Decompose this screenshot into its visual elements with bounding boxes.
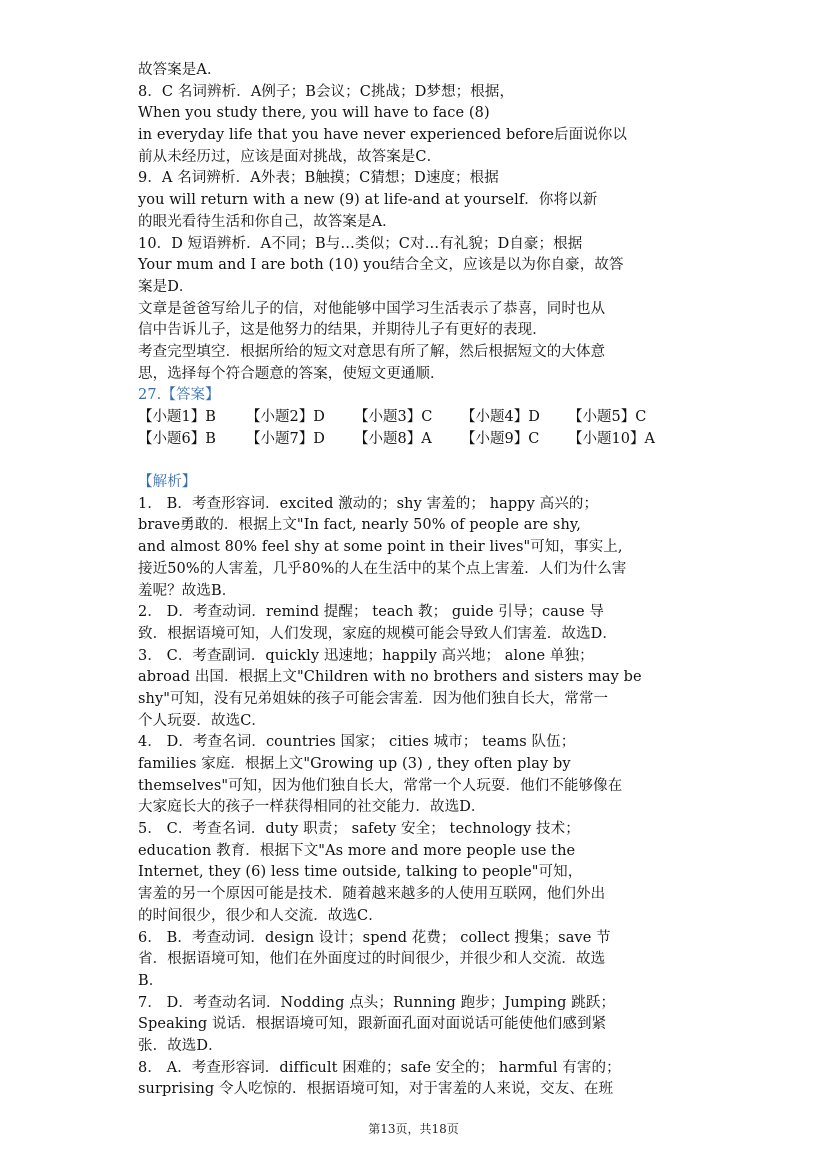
answer-heading: 27.【答案】 — [138, 387, 220, 404]
text-line: 的眼光看待生活和你自己，故答案是A． — [138, 213, 397, 230]
analysis-heading: 【解析】 — [138, 474, 197, 491]
answer-item: 【小题1】B — [138, 409, 216, 425]
text-line: 案是D． — [138, 278, 194, 295]
text-line: 害羞的另一个原因可能是技术．随着越来越多的人使用互联网，他们外出 — [138, 886, 606, 903]
answer-item: 【小题4】D — [461, 409, 540, 425]
answer-item: 【小题3】C — [354, 409, 433, 425]
text-line: 羞呢？故选B． — [138, 582, 237, 599]
text-line: 大家庭长大的孩子一样获得相同的社交能力．故选D． — [138, 799, 486, 816]
text-line: themselves"可知，因为他们独自长大，常常一个人玩耍．他们不能够像在 — [138, 777, 623, 794]
text-line: 的时间很少，很少和人交流．故选C． — [138, 907, 383, 924]
text-line: surprising 令人吃惊的．根据语境可知，对于害羞的人来说，交友、在班 — [138, 1081, 614, 1098]
text-line: 4． D．考查名词．countries 国家； cities 城市； teams 队伍； — [138, 734, 576, 751]
text-line: 10．D 短语辨析．A不同；B与…类似；C对…有礼貌；D自豪；根据 — [138, 235, 583, 252]
text-line: Speaking 说话．根据语境可知，跟新面孔面对面说话可能使他们感到紧 — [138, 1016, 607, 1033]
text-line: 8．C 名词辨析．A例子；B会议；C挑战；D梦想；根据， — [138, 83, 515, 100]
answer-item: 【小题9】C — [461, 430, 540, 447]
answer-item: 【小题5】C — [568, 409, 647, 425]
text-line: 2． D．考查动词．remind 提醒； teach 教； guide 引导；cause 导 — [138, 604, 604, 621]
text-line: abroad 出国．根据上文"Children with no brothers and sisters may be — [138, 669, 642, 686]
text-line: B． — [138, 972, 164, 989]
text-line: 致．根据语境可知，人们发现，家庭的规模可能会导致人们害羞．故选D． — [138, 625, 617, 642]
answers-row-1 — [138, 407, 694, 429]
text-line: 前从未经历过，应该是面对挑战，故答案是C． — [138, 148, 442, 165]
text-line: 1． B．考查形容词．excited 激动的；shy 害羞的； happy 高兴的； — [138, 495, 599, 512]
page-footer: 第13页，共18页 — [368, 1122, 459, 1136]
analysis-block — [138, 494, 694, 1101]
text-line: 个人玩耍．故选C． — [138, 712, 266, 729]
text-line: When you study there, you will have to face (8) — [138, 105, 490, 122]
text-line: in everyday life that you have never experienced before后面说你以 — [138, 127, 628, 144]
text-line: and almost 80% feel shy at some point in their lives"可知，事实上, — [138, 539, 623, 556]
answer-item: 【小题7】D — [246, 430, 325, 447]
text-line: 7． D．考查动名词．Nodding 点头；Running 跑步；Jumping 跳跃； — [138, 994, 616, 1011]
text-line: 8． A．考查形容词．difficult 困难的；safe 安全的； harmful 有害的； — [138, 1059, 621, 1076]
text-line: brave勇敢的．根据上文"In fact, nearly 50% of people are shy, — [138, 517, 581, 534]
text-line: education 教育．根据下文"As more and more people use the — [138, 842, 576, 859]
text-line: Your mum and I are both (10) you结合全文，应该是以为你自豪，故答 — [138, 257, 624, 274]
answer-item: 【小题6】B — [138, 430, 216, 447]
spacer — [138, 450, 694, 472]
text-line: shy"可知，没有兄弟姐妹的孩子可能会害羞．因为他们独自长大，常常一 — [138, 690, 609, 707]
text-line: 9．A 名词辨析．A外表；B触摸；C猜想；D速度；根据 — [138, 170, 499, 187]
text-line: 6． B．考查动词．design 设计；spend 花费； collect 搜集；save 节 — [138, 929, 611, 946]
text-line: families 家庭．根据上文"Growing up (3) , they often play by — [138, 756, 571, 772]
text-line: 故答案是A． — [138, 62, 222, 78]
text-line: 张．故选D． — [138, 1037, 223, 1054]
text-line: you will return with a new (9) at life-and at yourself．你将以新 — [138, 192, 598, 209]
text-line: 思，选择每个符合题意的答案，使短文更通顺． — [138, 365, 445, 382]
explanation-block-prev — [138, 60, 694, 385]
page-content — [138, 60, 694, 1101]
answer-item: 【小题2】D — [246, 409, 325, 425]
text-line: 接近50%的人害羞，几乎80%的人在生活中的某个点上害羞．人们为什么害 — [138, 560, 627, 577]
answers-row-2 — [138, 429, 694, 451]
text-line: Internet, they (6) less time outside, talking to people"可知， — [138, 864, 583, 881]
answer-item: 【小题8】A — [354, 430, 432, 447]
text-line: 信中告诉儿子，这是他努力的结果，并期待儿子有更好的表现． — [138, 322, 547, 339]
text-line: 考查完型填空．根据所给的短文对意思有所了解，然后根据短文的大体意 — [138, 343, 606, 360]
text-line: 5． C．考查名词．duty 职责； safety 安全； technology 技术； — [138, 821, 580, 838]
answer-item: 【小题10】A — [568, 430, 655, 447]
text-line: 文章是爸爸写给儿子的信，对他能够中国学习生活表示了恭喜，同时也从 — [138, 300, 606, 317]
text-line: 省．根据语境可知，他们在外面度过的时间很少，并很少和人交流．故选 — [138, 951, 606, 968]
text-line: 3． C．考查副词．quickly 迅速地；happily 高兴地； alone 单独； — [138, 647, 594, 664]
